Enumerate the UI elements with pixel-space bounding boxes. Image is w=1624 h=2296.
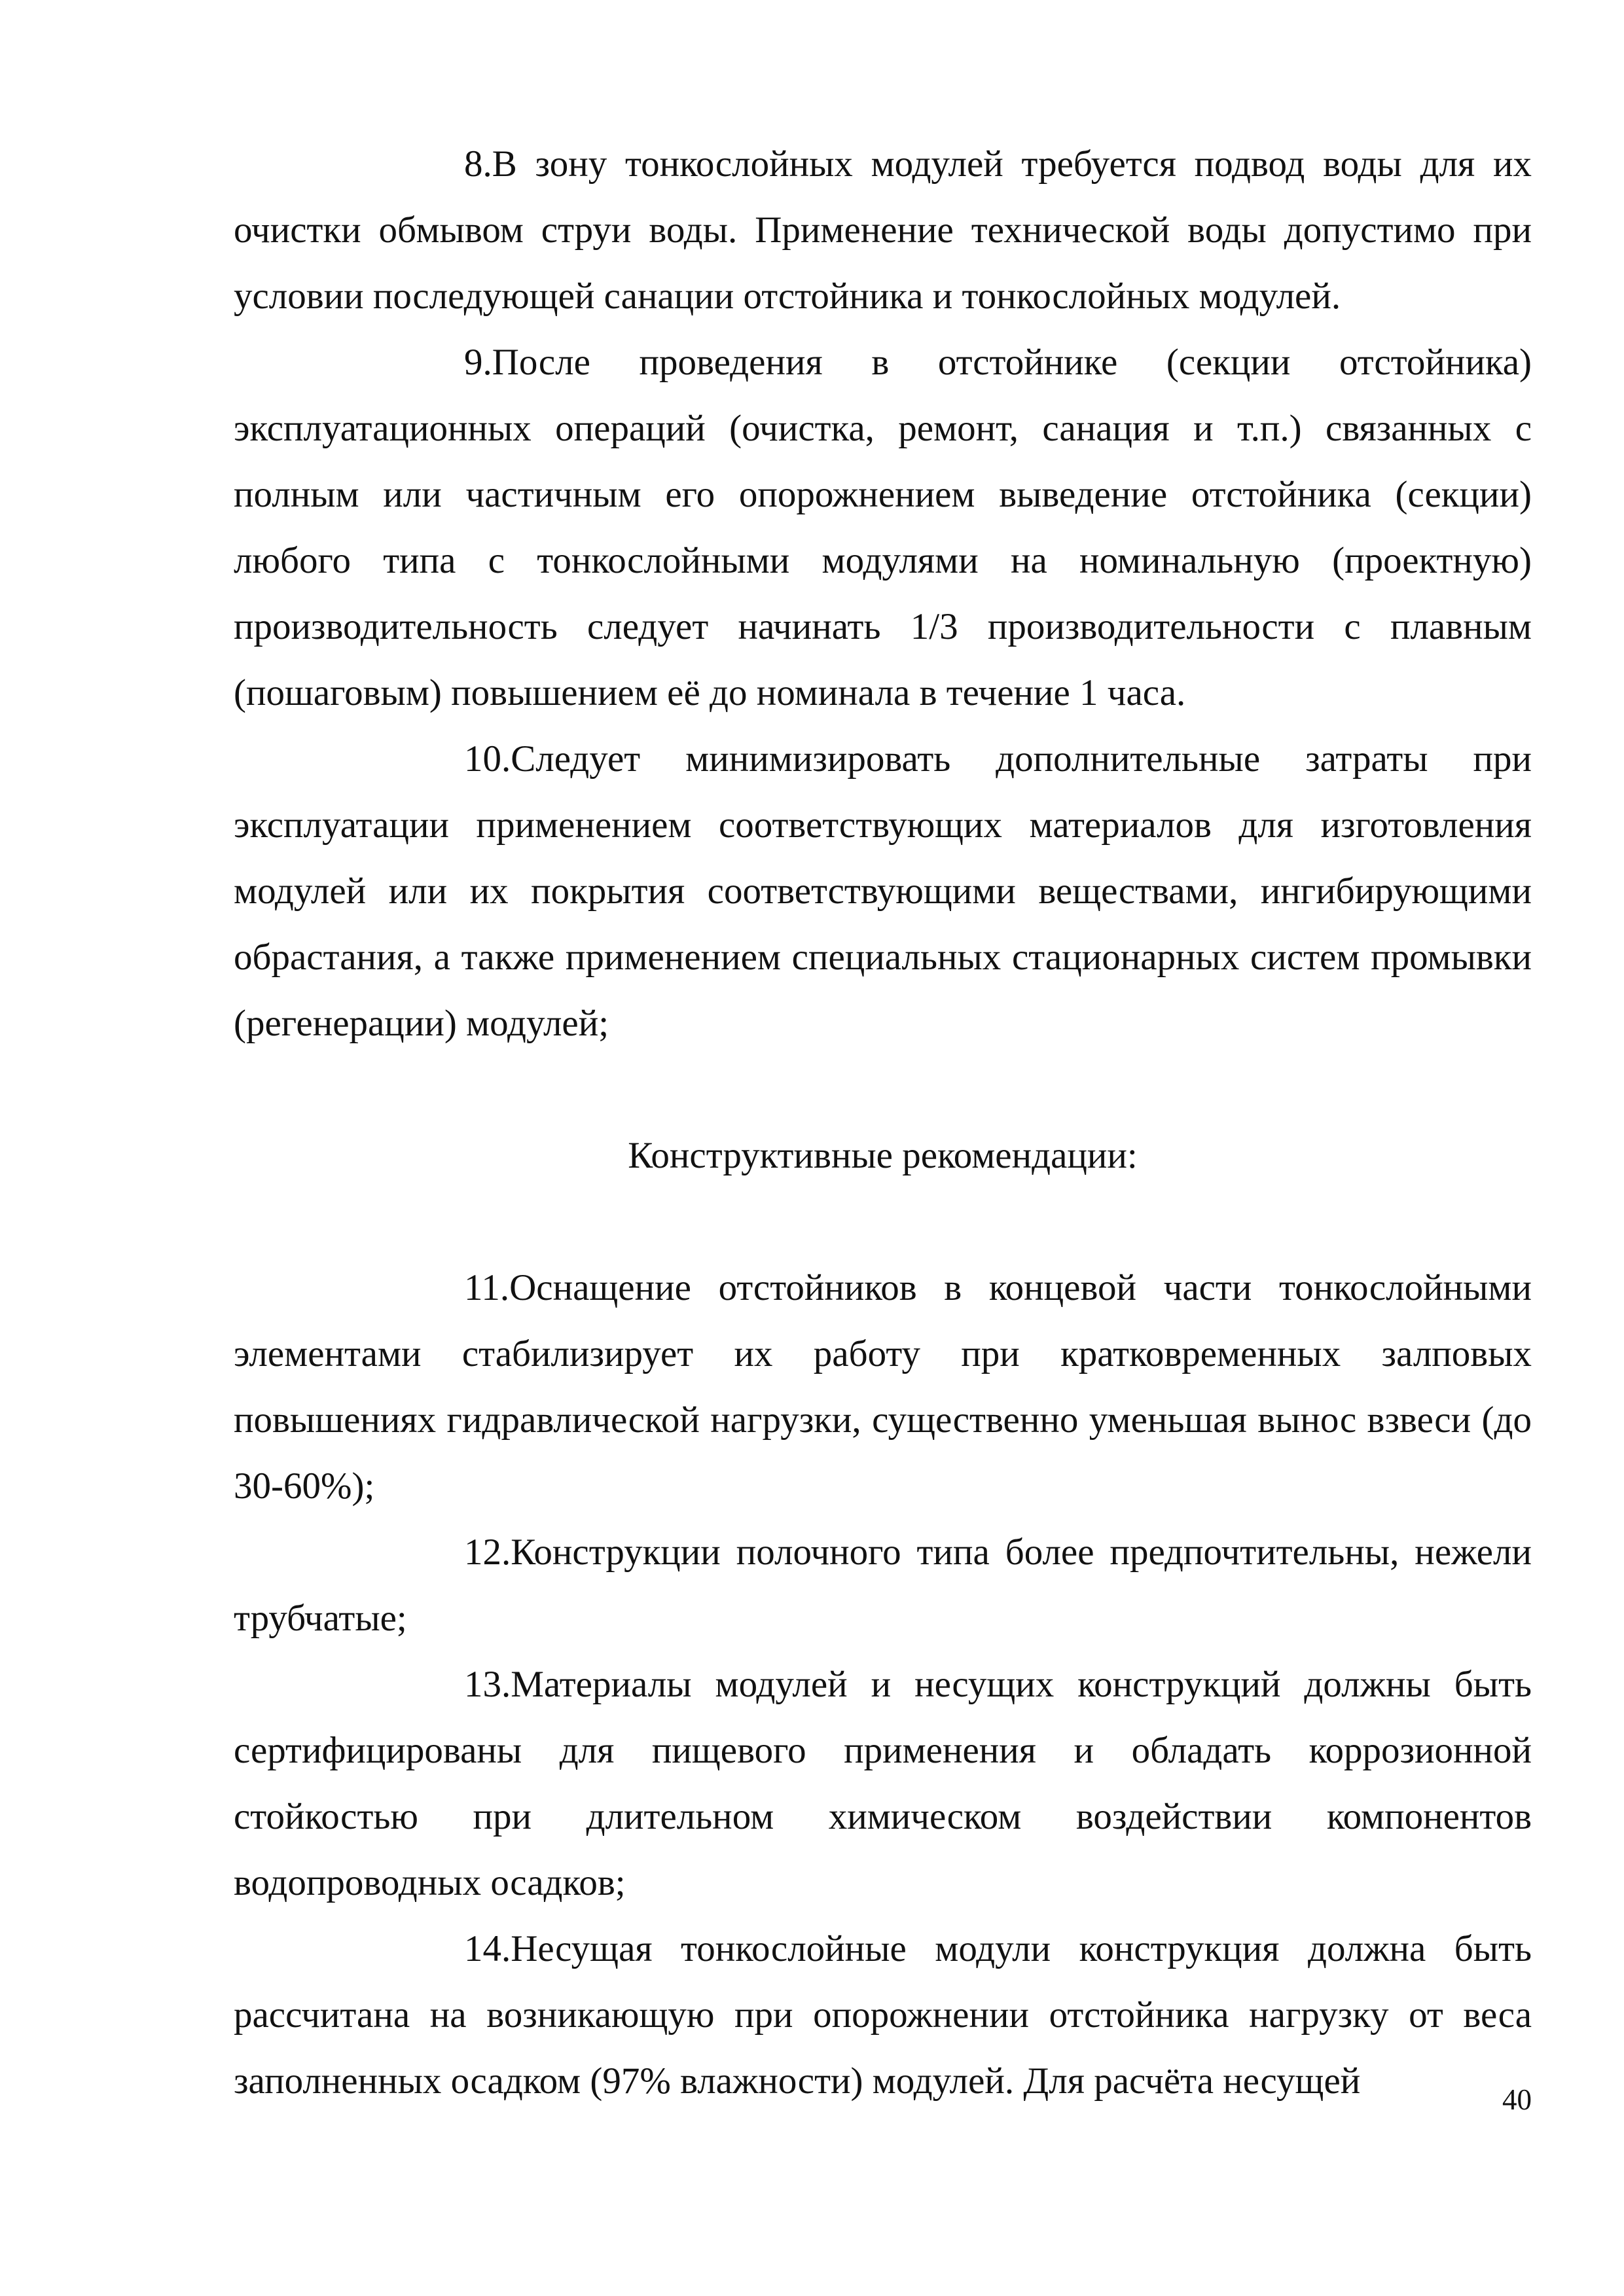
paragraph-13: [234, 1651, 1532, 1916]
paragraph-text: Несущая тонкослойные модули конструкция должна быть рассчитана на возникающую при опорожнении отстойника нагрузку от веса заполненных осадком (97% влажности) модулей. Для расчёта несущей: [234, 1928, 1532, 2102]
paragraph-text: Следует минимизировать дополнительные затраты при эксплуатации применением соответствующих материалов для изготовления модулей или их покрытия соответствующими веществами, ингибирующими обрастания, а также применением специальных стационарных систем промывки (регенерации) модулей;: [234, 738, 1532, 1044]
paragraph-text: Материалы модулей и несущих конструкций должны быть сертифицированы для пищевого применения и обладать коррозионной стойкостью при длительном химическом воздействии компонентов водопроводных осадков;: [234, 1664, 1532, 1903]
paragraph-number: 13.: [464, 1664, 511, 1705]
paragraph-9: [234, 329, 1532, 726]
paragraph-8: [234, 131, 1532, 329]
paragraph-number: 8.: [464, 143, 492, 185]
paragraph-14: [234, 1916, 1532, 2114]
paragraph-number: 10.: [464, 738, 511, 780]
paragraph-number: 12.: [464, 1532, 511, 1573]
paragraph-text: После проведения в отстойнике (секции отстойника) эксплуатационных операций (очистка, ремонт, санация и т.п.) связанных с полным или частичным его опорожнением выведение отстойника (секции) любого типа с тонкослойными модулями на номинальную (проектную) производительность следует начинать 1/3 производительности с плавным (пошаговым) повышением её до номинала в течение 1 часа.: [234, 342, 1532, 713]
paragraph-number: 9.: [464, 342, 492, 383]
paragraph-number: 11.: [464, 1267, 510, 1308]
section-heading: Конструктивные рекомендации:: [628, 1135, 1138, 1176]
page-number: 40: [1502, 2083, 1532, 2116]
paragraph-text: Оснащение отстойников в концевой части тонкослойными элементами стабилизирует их работу при кратковременных залповых повышениях гидравлической нагрузки, существенно уменьшая вынос взвеси (до 30-60%);: [234, 1267, 1532, 1507]
spacer: [234, 1056, 1532, 1122]
spacer: [234, 1189, 1532, 1255]
paragraph-10: [234, 726, 1532, 1056]
paragraph-text: В зону тонкослойных модулей требуется подвод воды для их очистки обмывом струи воды. Применение технической воды допустимо при условии последующей санации отстойника и тонкослойных модулей.: [234, 143, 1532, 317]
paragraph-12: [234, 1519, 1532, 1651]
paragraph-number: 14.: [464, 1928, 511, 1969]
paragraph-text: Конструкции полочного типа более предпочтительны, нежели трубчатые;: [234, 1532, 1532, 1639]
body-text: [234, 131, 1532, 2114]
paragraph-11: [234, 1255, 1532, 1519]
